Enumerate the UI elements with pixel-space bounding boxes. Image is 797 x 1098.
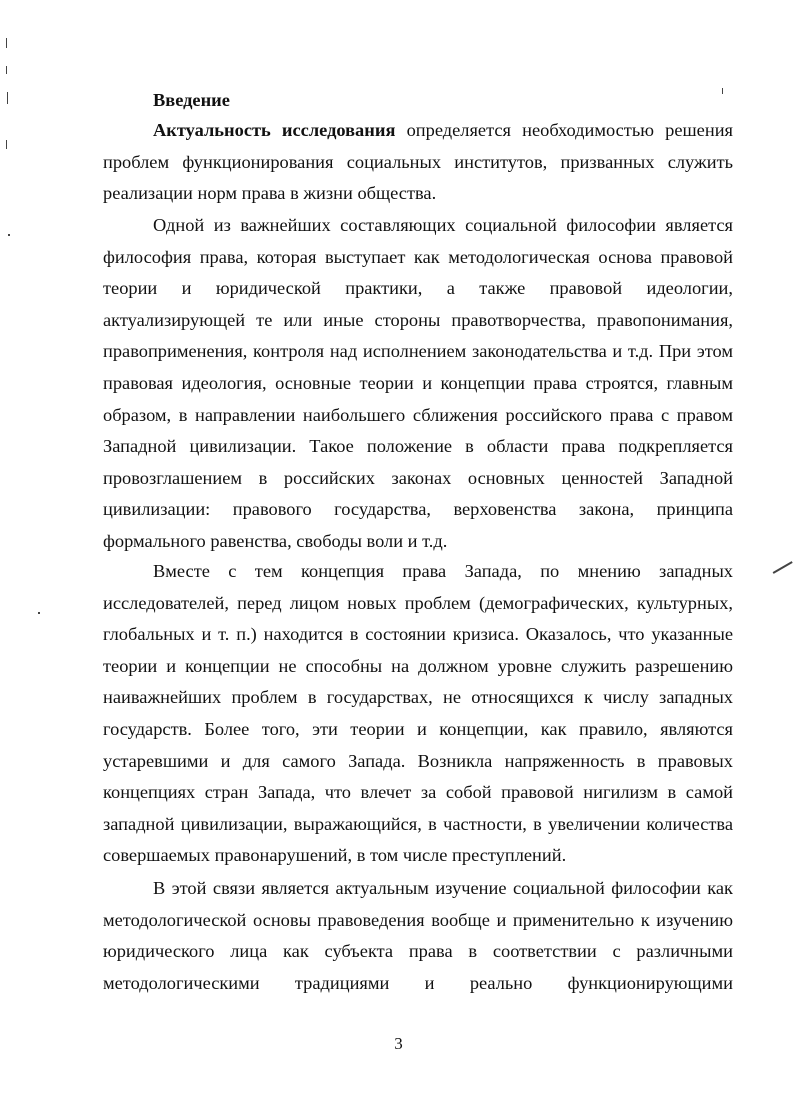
section-heading: Введение xyxy=(153,90,230,110)
paragraph-legal-philosophy xyxy=(103,210,733,558)
scan-mark xyxy=(6,140,7,149)
paragraph-western-crisis xyxy=(103,556,733,872)
paragraph-2: Одной из важнейших составляющих социальной философии является философия права, которая выступает как методологическая основа правовой теории и юридической практики, а также правовой идеологии, актуализирующей те или иные стороны правотворчества, правопонимания, правоприменения, контроля над исполнением законодательства и т.д. При этом правовая идеология, основные теории и концепции права строятся, главным образом, в направлении наибольшего сближения российского права с правом Западной цивилизации. Такое положение в области права подкрепляется провозглашением в российских законах основных ценностей Западной цивилизации: правового государства, верховенства закона, принципа формального равенства, свободы воли и т.д. xyxy=(103,215,733,551)
paragraph-4: В этой связи является актуальным изучение социальной философии как методологической основы правоведения вообще и применительно к изучению юридического лица как субъекта права в соответствии с различными методологическими традициями и реально функционирующими xyxy=(103,878,733,993)
paragraph-1-text: определяется необходимостью решения проблем функционирования социальных институтов, призванных служить реализации норм права в жизни общества. xyxy=(103,120,733,204)
paragraph-relevance xyxy=(103,115,733,210)
paragraph-1-lead: Актуальность исследования xyxy=(153,120,396,140)
page-number: 3 xyxy=(394,1034,403,1053)
scan-mark xyxy=(6,38,7,48)
scan-mark xyxy=(38,612,40,614)
paragraph-1 xyxy=(103,115,733,210)
scan-stroke xyxy=(773,561,793,573)
scan-mark xyxy=(7,92,8,104)
scan-mark xyxy=(8,234,10,236)
paragraph-conclusion xyxy=(103,873,733,999)
paragraph-3: Вместе с тем концепция права Запада, по мнению западных исследователей, перед лицом новых проблем (демографических, культурных, глобальных и т. п.) находится в состоянии кризиса. Оказалось, что указанные теории и концепции не способны на должном уровне служить разрешению наиважнейших проблем в государствах, не относящихся к числу западных государств. Более того, эти теории и концепции, как правило, являются устаревшими и для самого Запада. Возникла напряженность в правовых концепциях стран Запада, что влечет за собой правовой нигилизм в самой западной цивилизации, выражающийся, в частности, в увеличении количества совершаемых правонарушений, в том числе преступлений. xyxy=(103,561,733,866)
scan-mark xyxy=(6,66,7,74)
scan-mark xyxy=(722,88,723,94)
